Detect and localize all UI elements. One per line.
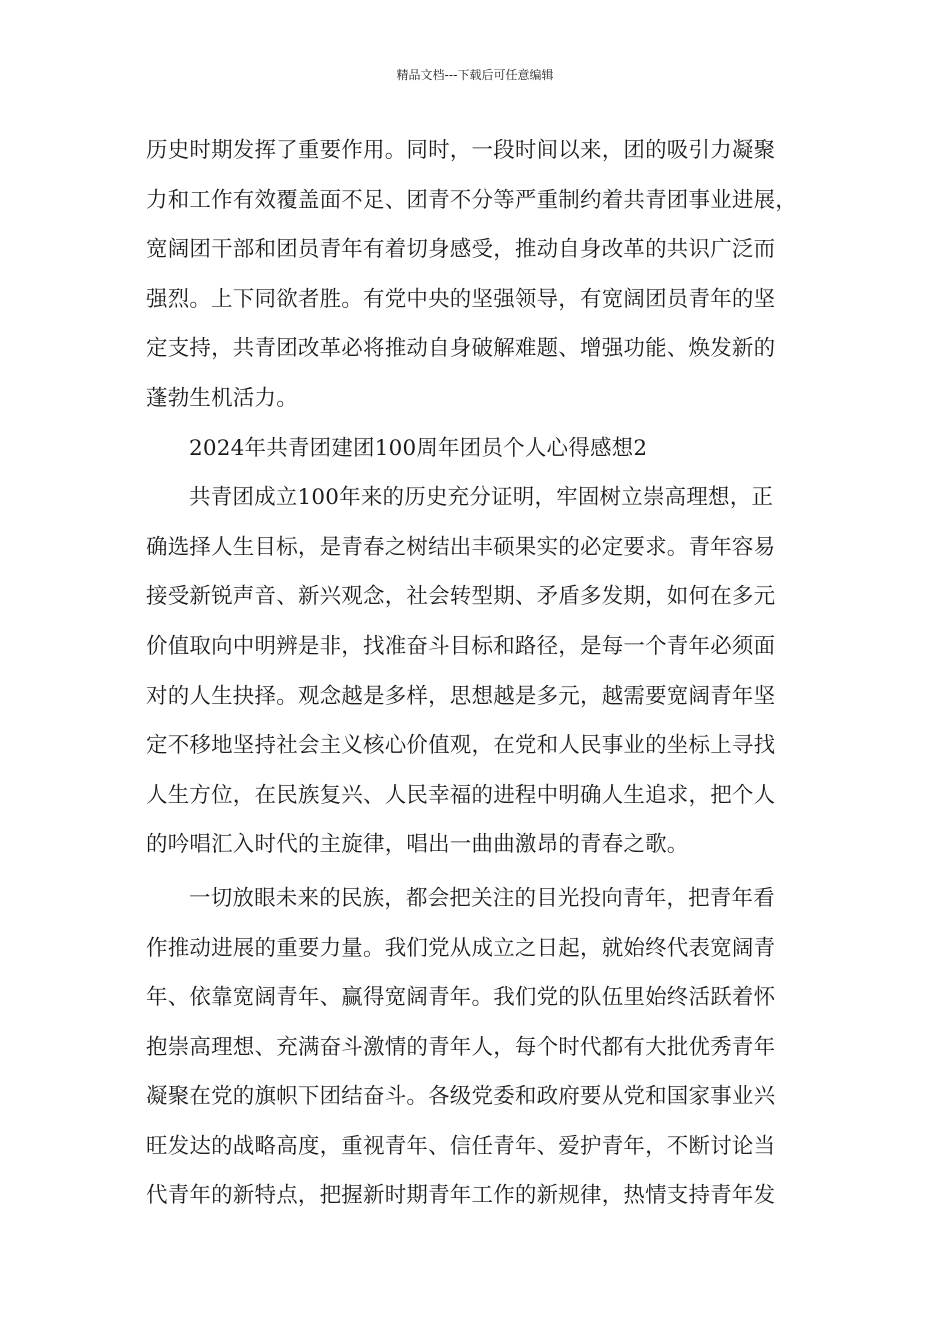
text-line: 定不移地坚持社会主义核心价值观，在党和人民事业的坐标上寻找 bbox=[146, 733, 776, 759]
text-line: 作推动进展的重要力量。我们党从成立之日起，就始终代表宽阔青 bbox=[146, 935, 776, 961]
paragraph bbox=[146, 473, 822, 870]
section-heading bbox=[146, 424, 822, 474]
text-line: 确选择人生目标，是青春之树结出丰硕果实的必定要求。青年容易 bbox=[146, 534, 776, 560]
heading-line: 2024年共青团建团100周年团员个人心得感想2 bbox=[189, 435, 648, 461]
text-line: 强烈。上下同欲者胜。有党中央的坚强领导，有宽阔团员青年的坚 bbox=[146, 286, 776, 312]
text-line: 蓬勃生机活力。 bbox=[146, 385, 298, 411]
paragraph-continuation bbox=[146, 126, 822, 424]
document-body bbox=[146, 126, 822, 1221]
text-line: 力和工作有效覆盖面不足、团青不分等严重制约着共青团事业进展， bbox=[146, 187, 798, 213]
text-line: 接受新锐声音、新兴观念，社会转型期、矛盾多发期，如何在多元 bbox=[146, 584, 776, 610]
page-header: 精品文档---下载后可任意编辑 bbox=[396, 68, 554, 82]
text-line: 宽阔团干部和团员青年有着切身感受，推动自身改革的共识广泛而 bbox=[146, 237, 776, 263]
text-line: 一切放眼未来的民族，都会把关注的目光投向青年，把青年看 bbox=[189, 885, 775, 911]
text-line: 的吟唱汇入时代的主旋律，唱出一曲曲激昂的青春之歌。 bbox=[146, 832, 689, 858]
text-line: 代青年的新特点，把握新时期青年工作的新规律，热情支持青年发 bbox=[146, 1183, 776, 1209]
text-line: 共青团成立100年来的历史充分证明，牢固树立崇高理想，正 bbox=[189, 485, 774, 511]
text-line: 对的人生抉择。观念越是多样，思想越是多元，越需要宽阔青年坚 bbox=[146, 683, 776, 709]
text-line: 年、依靠宽阔青年、赢得宽阔青年。我们党的队伍里始终活跃着怀 bbox=[146, 985, 776, 1011]
text-line: 价值取向中明辨是非，找准奋斗目标和路径，是每一个青年必须面 bbox=[146, 633, 776, 659]
paragraph bbox=[146, 874, 822, 1221]
text-line: 定支持，共青团改革必将推动自身破解难题、增强功能、焕发新的 bbox=[146, 336, 776, 362]
text-line: 抱崇高理想、充满奋斗激情的青年人，每个时代都有大批优秀青年 bbox=[146, 1034, 776, 1060]
text-line: 凝聚在党的旗帜下团结奋斗。各级党委和政府要从党和国家事业兴 bbox=[146, 1084, 776, 1110]
text-line: 人生方位，在民族复兴、人民幸福的进程中明确人生追求，把个人 bbox=[146, 782, 776, 808]
text-line: 旺发达的战略高度，重视青年、信任青年、爱护青年，不断讨论当 bbox=[146, 1133, 776, 1159]
text-line: 历史时期发挥了重要作用。同时，一段时间以来，团的吸引力凝聚 bbox=[146, 138, 776, 163]
